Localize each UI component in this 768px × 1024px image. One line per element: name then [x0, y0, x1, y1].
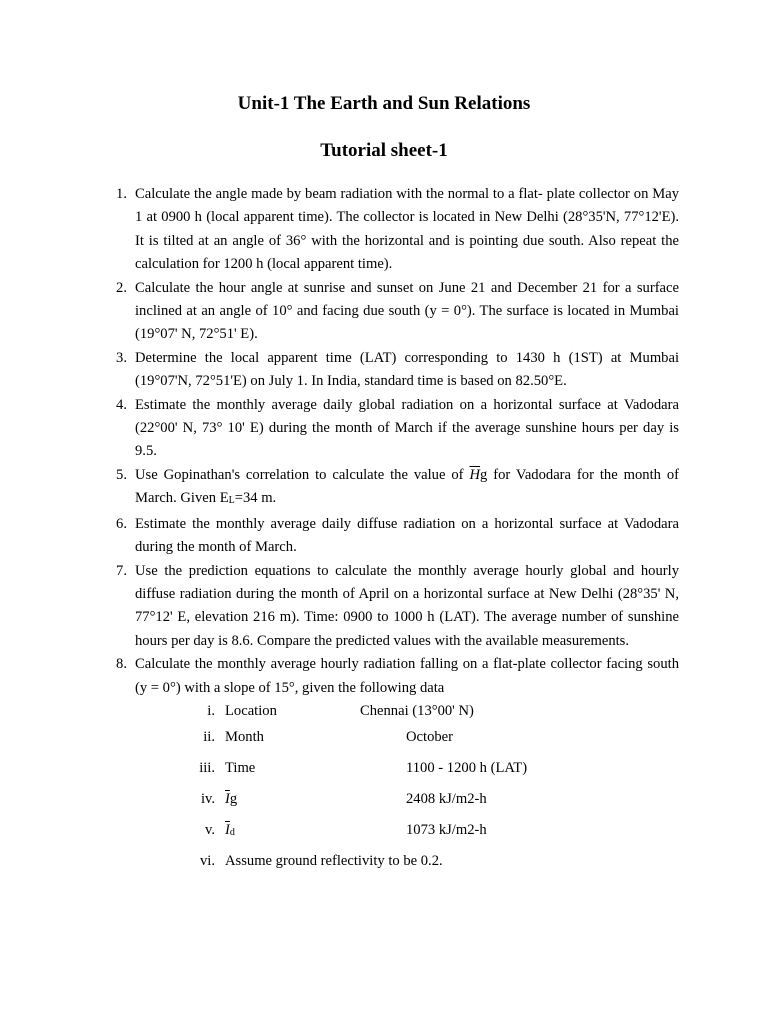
subscript: d: [229, 826, 235, 838]
question-number: 6.: [116, 515, 127, 532]
given-value: Chennai (13°00' N): [360, 702, 474, 719]
given-row: [145, 788, 527, 819]
given-value: 1073 kJ/m2-h: [406, 821, 487, 838]
question-item: [116, 394, 679, 464]
given-label: [225, 819, 360, 850]
question-number: 1.: [116, 186, 127, 202]
question-item: [116, 277, 679, 347]
given-row: [145, 850, 527, 881]
given-value: 1100 - 1200 h (LAT): [406, 759, 528, 776]
question-number: 2.: [116, 279, 127, 296]
page-subtitle: Tutorial sheet-1: [320, 140, 448, 161]
question-number: 8.: [116, 656, 127, 673]
question-text-part: Use Gopinathan's correlation to calculate the value of: [135, 466, 470, 483]
roman-numeral: ii.: [203, 728, 215, 745]
given-row: [145, 757, 527, 788]
question-item: [116, 347, 679, 394]
given-data-table: [145, 700, 527, 881]
roman-numeral: vi.: [200, 852, 215, 869]
roman-numeral: iv.: [200, 790, 215, 807]
given-row: [145, 700, 527, 726]
roman-numeral: iii.: [199, 759, 215, 776]
question-text: Estimate the monthly average daily global radiation on a horizontal surface at Vadodara (22°00' N, 73° 10' E) during the month of March if the average sunshine hours per day is 9.5.: [135, 396, 679, 460]
page-title: Unit-1 The Earth and Sun Relations: [237, 93, 531, 114]
given-value: October: [406, 728, 454, 745]
question-text-part: g for Vadodara for the month of March. Given E: [135, 466, 679, 507]
question-number: 7.: [116, 562, 127, 579]
question-text-part: =34 m.: [234, 490, 277, 507]
question-text: Determine the local apparent time (LAT) corresponding to 1430 h (1ST) at Mumbai (19°07'N, 72°51'E) on July 1. In India, standard time is based on 82.50°E.: [135, 349, 679, 390]
question-text: Estimate the monthly average daily diffuse radiation on a horizontal surface at Vadodara during the month of March.: [135, 515, 679, 556]
question-text: Use the prediction equations to calculate the monthly average hourly global and hourly diffuse radiation during the month of April on a horizontal surface at New Delhi (28°35' N, 77°12' E, elevation 216 m). Time: 0900 to 1000 h (LAT). The average number of sunshine hours per day is 8.6. Compare the predicted values with the available measurements.: [135, 562, 679, 649]
question-text: Calculate the angle made by beam radiation with the normal to a flat- plate collector on May 1 at 0900 h (local apparent time). The collector is located in New Delhi (28°35'N, 77°12'E). It is tilted at an angle of 36° with the horizontal and is pointing due south. Also repeat the calculation for 1200 h (local apparent time).: [135, 186, 679, 273]
question-item: [116, 560, 679, 654]
given-label: Month: [225, 728, 264, 745]
roman-numeral: i.: [207, 702, 215, 719]
question-text: Calculate the monthly average hourly radiation falling on a flat-plate collector facing south (y = 0°) with a slope of 15°, given the following data: [135, 656, 679, 696]
given-label: [225, 788, 360, 819]
roman-numeral: v.: [205, 821, 215, 838]
given-label: Time: [225, 759, 256, 776]
given-row: [145, 819, 527, 850]
question-item: [116, 464, 679, 513]
question-list: [116, 183, 679, 881]
i-bar-symbol: $\overline{I}$: [225, 790, 230, 807]
given-value: 2408 kJ/m2-h: [406, 790, 487, 807]
question-number: 3.: [116, 349, 127, 366]
question-number: 5.: [116, 466, 127, 483]
given-label: Assume ground reflectivity to be 0.2.: [225, 852, 443, 869]
label-suffix: g: [229, 790, 238, 807]
question-item: [116, 653, 679, 881]
question-text: Calculate the hour angle at sunrise and sunset on June 21 and December 21 for a surface inclined at an angle of 10° and facing due south (y = 0°). The surface is located in Mumbai (19°07' N, 72°51' E).: [135, 279, 679, 343]
subscript: L: [228, 495, 235, 507]
question-item: [116, 513, 679, 560]
question-number: 4.: [116, 396, 127, 413]
given-row: [145, 726, 527, 757]
i-bar-symbol: $\overline{I}$: [225, 821, 230, 838]
question-item: [116, 183, 679, 277]
h-bar-symbol: $\overline{H}$: [469, 466, 481, 483]
given-label: Location: [225, 702, 277, 719]
